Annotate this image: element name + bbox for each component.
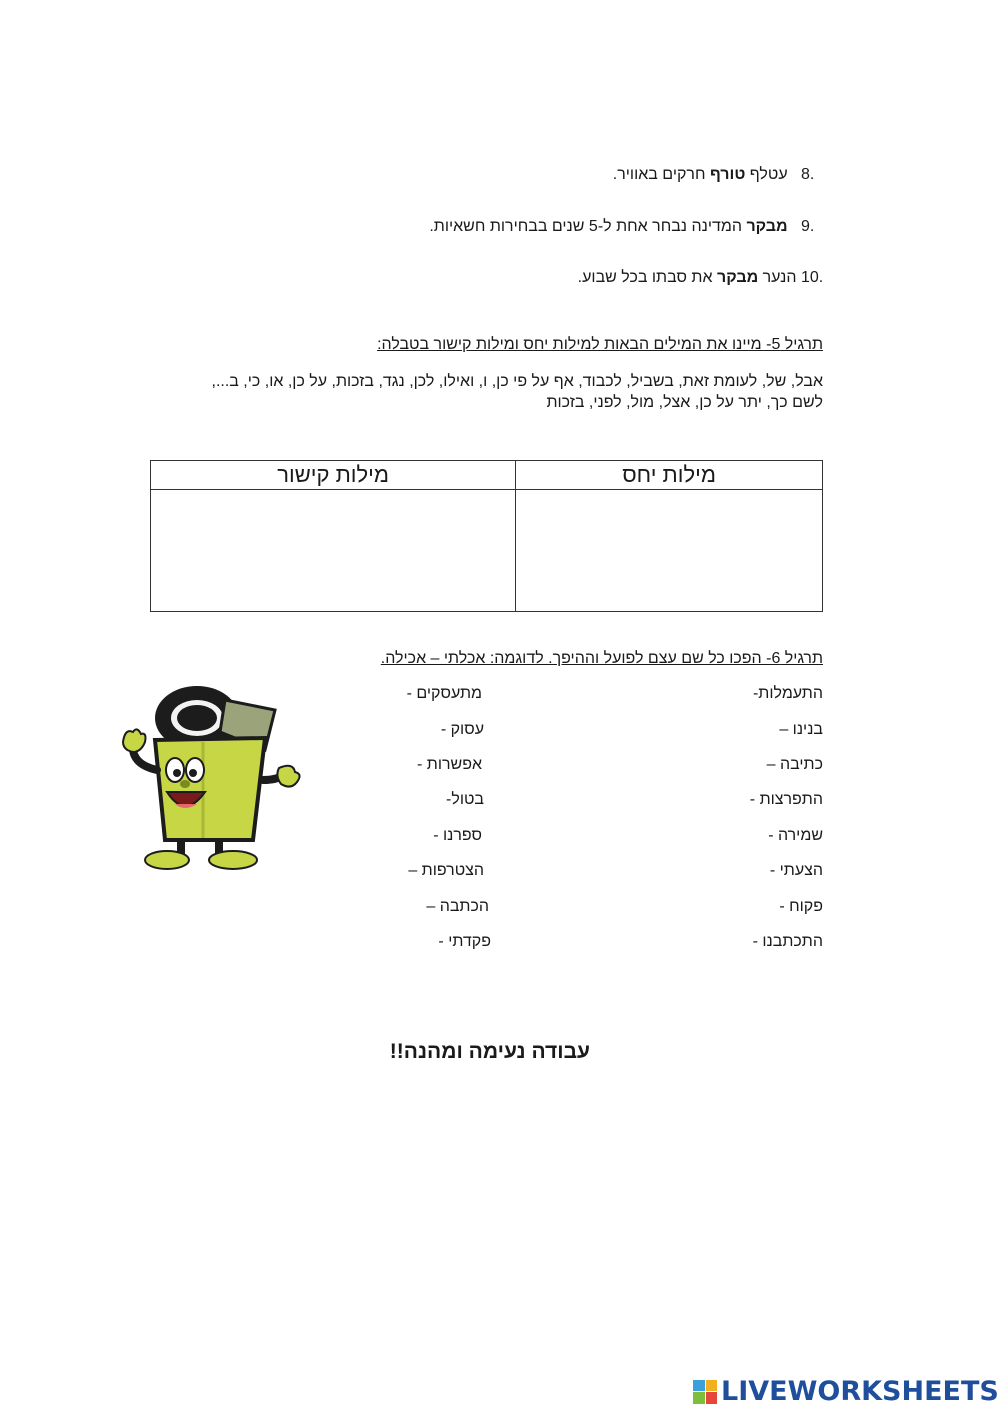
conjunctions-answer-cell[interactable] — [151, 490, 516, 612]
logo-badge-icon — [693, 1380, 717, 1404]
right-word-5: שמירה - — [768, 827, 823, 844]
left-word-1: מתעסקים - — [406, 685, 482, 702]
sentence-10 — [578, 269, 823, 287]
right-word-7: פקוח - — [779, 898, 823, 915]
sentence-bold-word: מבקר — [716, 269, 759, 286]
sentence-bold-word: טורף — [709, 166, 746, 183]
closing-message: עבודה נעימה ומהנה!! — [389, 1040, 590, 1063]
right-word-6: הצעתי - — [769, 862, 823, 879]
left-word-3: אפשרות - — [416, 756, 482, 773]
right-word-2: בנינו – — [779, 721, 823, 738]
column-header-conjunctions: מילות קישור — [151, 461, 516, 490]
right-word-4: התפרצות - — [749, 791, 823, 808]
sentence-number: 10. — [801, 269, 824, 286]
logo-text: LIVEWORKSHEETS — [721, 1376, 999, 1407]
sorting-table — [150, 460, 823, 612]
exercise-5-heading: תרגיל 5- מיינו את המילים הבאות למילות יחס ומילות קישור בטבלה: — [377, 336, 823, 353]
sentence-text: עטלף — [745, 166, 788, 183]
sentence-bold-word: מבקר — [746, 218, 788, 235]
right-word-1: התעמלות- — [752, 685, 823, 702]
left-word-8: פקדתי - — [438, 933, 491, 950]
sentence-number: 9. — [801, 218, 815, 235]
recycling-bin-mascot-icon — [115, 680, 320, 875]
prepositions-answer-cell[interactable] — [516, 490, 823, 612]
right-word-8: התכתבנו - — [752, 933, 823, 950]
left-word-6: הצטרפות – — [408, 862, 484, 879]
left-word-7: הכתבה – — [426, 898, 489, 915]
column-header-prepositions: מילות יחס — [516, 461, 823, 490]
sentence-text: המדינה נבחר אחת ל-5 שנים בבחירות חשאיות. — [429, 218, 747, 235]
exercise-5-word-bank — [173, 371, 823, 413]
sentence-number: 8. — [801, 166, 815, 183]
right-word-3: כתיבה – — [766, 756, 823, 773]
sentence-text: הנער — [758, 269, 797, 286]
sentence-text: את סבתו בכל שבוע. — [577, 269, 717, 286]
liveworksheets-logo — [693, 1376, 999, 1407]
exercise-6-heading: תרגיל 6- הפכו כל שם עצם לפועל וההיפך. לדוגמה: אכלתי – אכילה. — [380, 650, 823, 667]
left-word-5: ספרנו - — [433, 827, 482, 844]
left-word-4: בטול- — [446, 791, 484, 808]
left-word-2: עסוק - — [440, 721, 484, 738]
sentence-text: חרקים באוויר. — [612, 166, 710, 183]
word-bank-line: לשם כך, יתר על כן, אצל, מול, לפני, בזכות — [546, 394, 823, 411]
sentence-9 — [429, 218, 823, 236]
word-bank-line: אבל, של, לעומת זאת, בשביל, לכבוד, אף על פי כן, ו, ואילו, לכן, נגד, בזכות, על כן, או, כי, ב..., — [211, 373, 823, 390]
sentence-8 — [613, 166, 823, 184]
